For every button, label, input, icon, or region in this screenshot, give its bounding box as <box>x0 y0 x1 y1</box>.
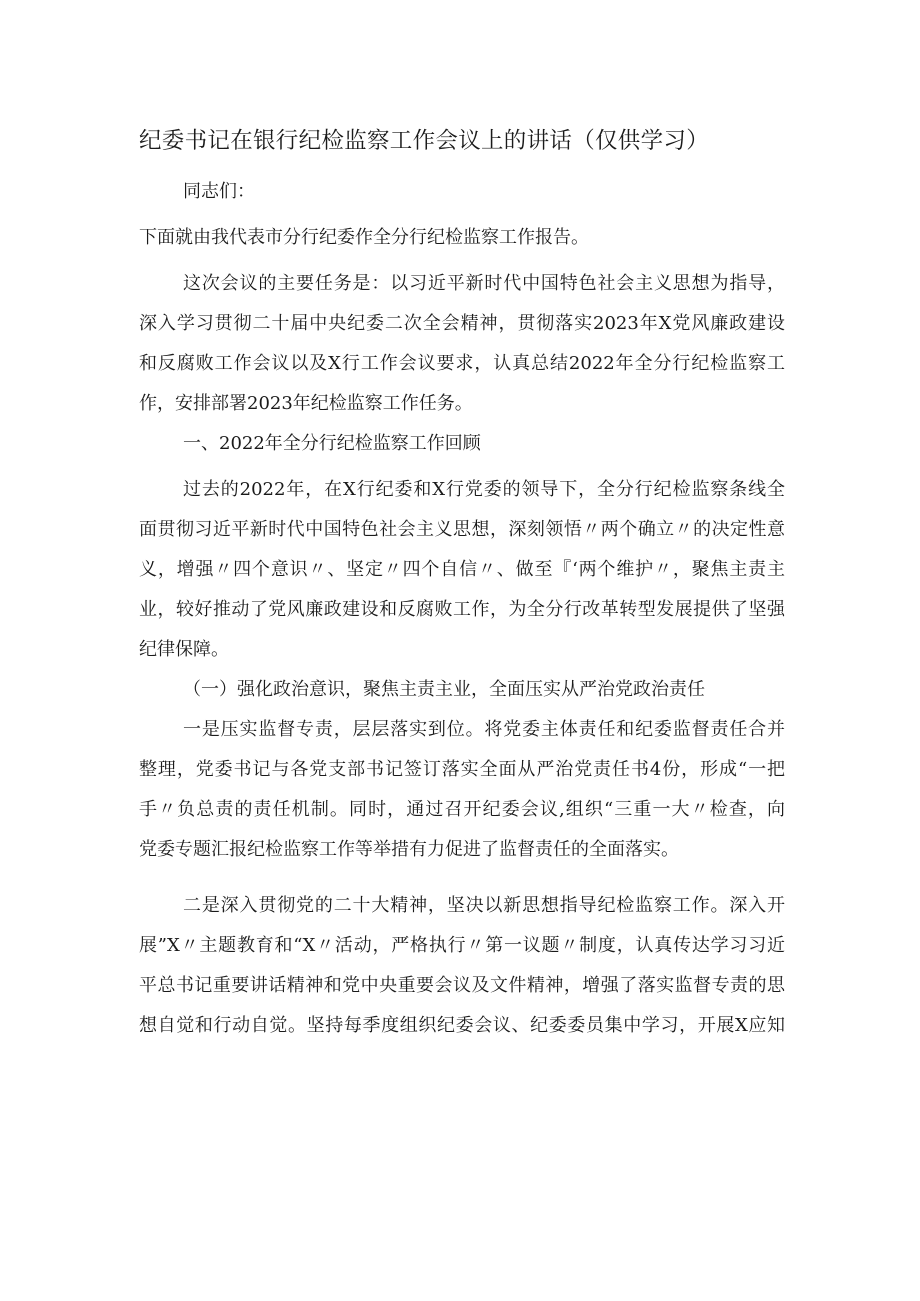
text-line: 纪律保障。 <box>139 639 229 660</box>
text-line: 业，较好推动了党风廉政建设和反腐败工作，为全分行改革转型发展提供了坚强 <box>139 599 785 620</box>
text-line: 作，安排部署2023年纪检监察工作任务。 <box>139 393 473 414</box>
text-line: 过去的2022年，在X行纪委和X行党委的领导下，全分行纪检监察条线全 <box>183 479 785 500</box>
document-body <box>139 172 785 1046</box>
point-one-paragraph <box>139 710 785 870</box>
section-heading-paragraph <box>139 424 785 464</box>
text-line: 和反腐败工作会议以及X行工作会议要求，认真总结2022年全分行纪检监察工 <box>139 353 785 374</box>
section-heading: 一、2022年全分行纪检监察工作回顾 <box>183 433 481 454</box>
main-task-paragraph <box>139 264 785 424</box>
point-two-paragraph <box>139 886 785 1046</box>
text-line: 党委专题汇报纪检监察工作等举措有力促进了监督责任的全面落实。 <box>139 839 679 860</box>
review-paragraph <box>139 470 785 670</box>
text-line: 深入学习贯彻二十届中央纪委二次全会精神，贯彻落实2023年X党风廉政建设 <box>139 313 785 334</box>
text-line: 一是压实监督专责，层层落实到位。将党委主体责任和纪委监督责任合并 <box>183 719 785 740</box>
text-line: 手〃负总责的责任机制。同时，通过召开纪委会议,组织“三重一大〃检查，向 <box>139 799 785 820</box>
text-line: 展”X〃主题教育和“X〃活动，严格执行〃第一议题〃制度，认真传达学习习近 <box>139 935 785 956</box>
text-line: 想自觉和行动自觉。坚持每季度组织纪委会议、纪委委员集中学习，开展X应知 <box>139 1015 785 1036</box>
text-line: 面贯彻习近平新时代中国特色社会主义思想，深刻领悟〃两个确立〃的决定性意 <box>139 519 785 540</box>
salutation-paragraph <box>139 172 785 212</box>
document-title: 纪委书记在银行纪检监察工作会议上的讲话（仅供学习） <box>139 128 710 154</box>
intro-paragraph <box>139 218 785 258</box>
text-line: 义，增强〃四个意识〃、坚定〃四个自信〃、做至『‘两个维护〃，聚焦主责主 <box>139 559 785 580</box>
text-line: 这次会议的主要任务是：以习近平新时代中国特色社会主义思想为指导， <box>183 273 785 294</box>
subsection-heading-paragraph <box>139 670 785 710</box>
text-line: 平总书记重要讲话精神和党中央重要会议及文件精神，增强了落实监督专责的思 <box>139 975 785 996</box>
text-line: 同志们： <box>183 181 255 202</box>
subsection-heading: （一）强化政治意识，聚焦主责主业，全面压实从严治党政治责任 <box>183 679 705 700</box>
text-line: 下面就由我代表市分行纪委作全分行纪检监察工作报告。 <box>139 227 589 248</box>
text-line: 二是深入贯彻党的二十大精神，坚决以新思想指导纪检监察工作。深入开 <box>183 895 785 916</box>
text-line: 整理，党委书记与各党支部书记签订落实全面从严治党责任书4份，形成“一把 <box>139 759 785 780</box>
